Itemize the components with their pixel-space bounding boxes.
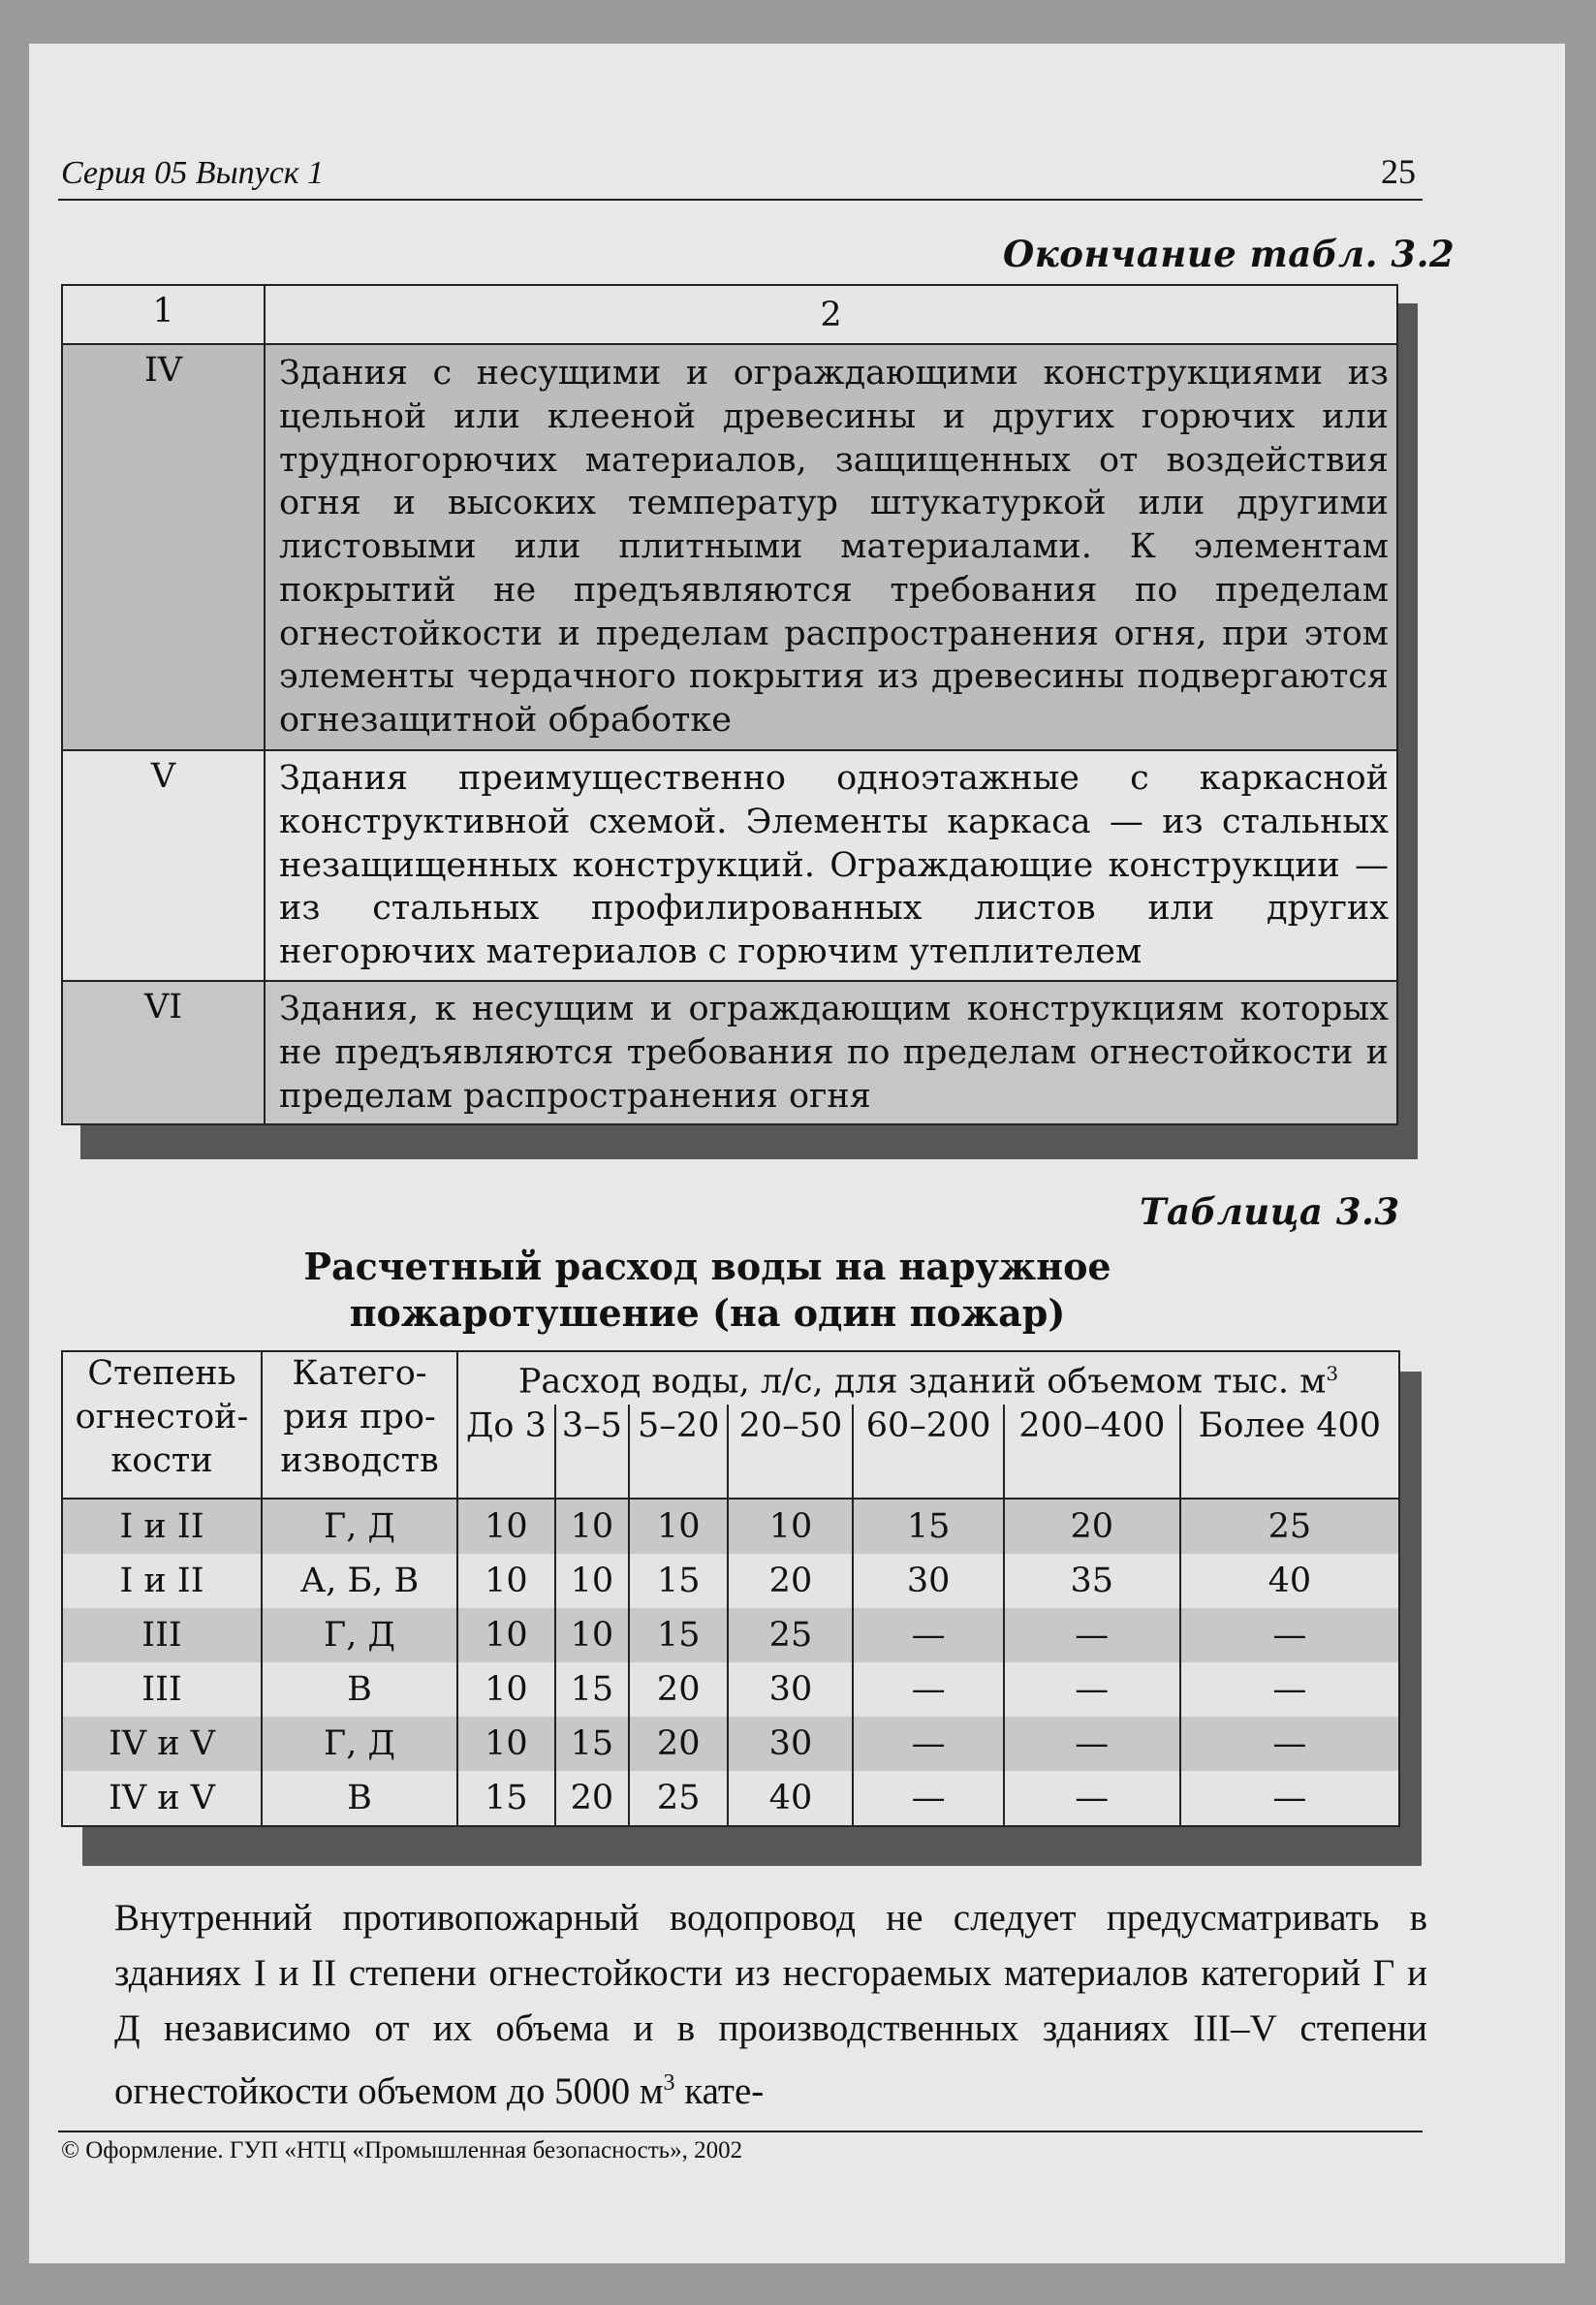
- table2-value: 15: [555, 1717, 629, 1771]
- table1-header-col2: 2: [265, 285, 1397, 344]
- footer-copyright: © Оформление. ГУП «НТЦ «Промышленная безопасность», 2002: [61, 2137, 743, 2163]
- table2-value: 10: [457, 1662, 555, 1717]
- table-row: [62, 750, 1397, 981]
- table2-value: —: [1004, 1608, 1180, 1662]
- table2-value: —: [1180, 1771, 1399, 1826]
- table1-description: Здания с несущими и ограждающими конструкциями из цельной или клееной древесины и других горючих или трудногорючих материалов, защищенных от воздействия огня и высоких температур штукатуркой или другими листовыми или плитными материалами. К элементам покрытий не предъявляются требования по пределам огнестойкости и пределам распространения огня, при этом элементы чердачного покрытия из древесины подвергаются огнезащитной обработке: [265, 344, 1397, 750]
- table2-header-volume: 60–200: [853, 1405, 1003, 1499]
- table2-value: 15: [853, 1499, 1003, 1554]
- page-number: 25: [1381, 152, 1416, 191]
- table1-caption: Окончание табл. 3.2: [1003, 233, 1455, 275]
- table2-value: 15: [629, 1608, 729, 1662]
- table2-category: В: [262, 1771, 457, 1826]
- table2-value: 10: [457, 1608, 555, 1662]
- table2-value: 40: [728, 1771, 853, 1826]
- table2-header-volume: До 3: [457, 1405, 555, 1499]
- table2-value: 25: [629, 1771, 729, 1826]
- table2-value: 10: [555, 1608, 629, 1662]
- table2-category: Г, Д: [262, 1608, 457, 1662]
- table2-value: —: [1180, 1662, 1399, 1717]
- table2-caption: Таблица 3.3: [1140, 1190, 1400, 1233]
- table2-header-volume: 200–400: [1004, 1405, 1180, 1499]
- table2-title: Расчетный расход воды на наружное пожаротушение (на один пожар): [303, 1245, 1111, 1335]
- table1-grade: VI: [62, 981, 265, 1124]
- table2: [61, 1350, 1400, 1827]
- table2-value: 20: [629, 1662, 729, 1717]
- table-row: [62, 981, 1397, 1124]
- table2-category: Г, Д: [262, 1499, 457, 1554]
- table2-value: 10: [555, 1554, 629, 1608]
- table2-value: —: [1004, 1717, 1180, 1771]
- table1-grade: IV: [62, 344, 265, 750]
- table2-value: —: [1004, 1771, 1180, 1826]
- table1-wrapper: [61, 284, 1398, 1125]
- table2-degree: III: [62, 1662, 262, 1717]
- header-rule: [58, 199, 1423, 201]
- table2-value: 25: [1180, 1499, 1399, 1554]
- table2-value: 30: [728, 1662, 853, 1717]
- table1: [61, 284, 1398, 1125]
- table2-degree: IV и V: [62, 1771, 262, 1826]
- table2-value: —: [1180, 1717, 1399, 1771]
- table2-header-volume: 3–5: [555, 1405, 629, 1499]
- table1-grade: V: [62, 750, 265, 981]
- table2-value: 10: [457, 1717, 555, 1771]
- table2-value: —: [1180, 1608, 1399, 1662]
- table2-value: —: [853, 1717, 1003, 1771]
- table2-value: 25: [728, 1608, 853, 1662]
- table1-header-col1: 1: [62, 285, 265, 344]
- table-row: [62, 1499, 1399, 1554]
- table-row: [62, 344, 1397, 750]
- table2-value: 15: [457, 1771, 555, 1826]
- table-row: [62, 1662, 1399, 1717]
- table2-degree: IV и V: [62, 1717, 262, 1771]
- table1-description: Здания преимущественно одноэтажные с каркасной конструктивной схемой. Элементы каркаса — из стальных незащищенных конструкций. Ограждающие конструкции — из стальных профилированных листов или других негорючих материалов с горючим утеплителем: [265, 750, 1397, 981]
- table2-category: А, Б, В: [262, 1554, 457, 1608]
- table1-description: Здания, к несущим и ограждающим конструкциям которых не предъявляются требования по пределам огнестойкости и пределам распространения огня: [265, 981, 1397, 1124]
- table2-degree: III: [62, 1608, 262, 1662]
- table2-value: 20: [728, 1554, 853, 1608]
- table2-value: 10: [728, 1499, 853, 1554]
- table2-value: 10: [457, 1554, 555, 1608]
- table2-value: 35: [1004, 1554, 1180, 1608]
- table2-degree: I и II: [62, 1499, 262, 1554]
- table2-header-flow: Расход воды, л/с, для зданий объемом тыс. $м^3$: [457, 1351, 1399, 1405]
- table2-header-category: Катего-рия про-изводств: [262, 1351, 457, 1499]
- body-paragraph: Внутренний противопожарный водопровод не следует предусматривать в зданиях I и II степени огнестойкости из несгораемых материалов категорий Г и Д независимо от их объема и в производственных зданиях III–V степени огнестойкости объемом до 5000 $м^3$ кате-: [114, 1897, 1427, 2112]
- table2-value: 15: [629, 1554, 729, 1608]
- table2-header-degree: Степень огнестой-кости: [62, 1351, 262, 1499]
- table-row: [62, 1717, 1399, 1771]
- table-row: [62, 1771, 1399, 1826]
- table2-value: —: [853, 1608, 1003, 1662]
- table2-header-volume: 5–20: [629, 1405, 729, 1499]
- running-header-series: Серия 05 Выпуск 1: [61, 155, 325, 191]
- table2-value: 20: [629, 1717, 729, 1771]
- table2-value: 15: [555, 1662, 629, 1717]
- table2-value: 20: [1004, 1499, 1180, 1554]
- footer-rule: [58, 2131, 1423, 2132]
- table2-header-volume: 20–50: [728, 1405, 853, 1499]
- table2-header-volume: Более 400: [1180, 1405, 1399, 1499]
- table2-value: 10: [555, 1499, 629, 1554]
- table2-degree: I и II: [62, 1554, 262, 1608]
- table2-category: Г, Д: [262, 1717, 457, 1771]
- table-row: [62, 1608, 1399, 1662]
- table-row: [62, 1554, 1399, 1608]
- table2-value: 10: [629, 1499, 729, 1554]
- table2-value: —: [853, 1771, 1003, 1826]
- table2-category: В: [262, 1662, 457, 1717]
- table2-value: 20: [555, 1771, 629, 1826]
- table2-value: —: [853, 1662, 1003, 1717]
- table2-value: —: [1004, 1662, 1180, 1717]
- table2-value: 40: [1180, 1554, 1399, 1608]
- table2-value: 10: [457, 1499, 555, 1554]
- table2-wrapper: [61, 1350, 1400, 1827]
- table2-value: 30: [853, 1554, 1003, 1608]
- table2-value: 30: [728, 1717, 853, 1771]
